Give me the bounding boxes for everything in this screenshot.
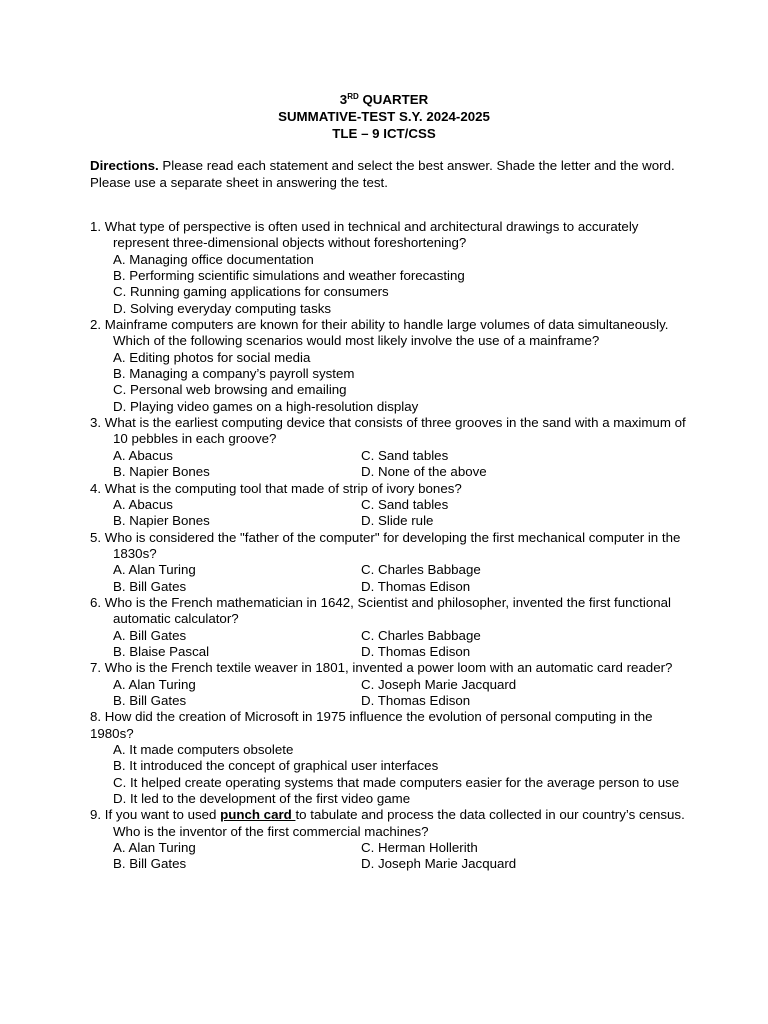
option: D. Joseph Marie Jacquard [361,856,517,872]
question-9 [90,807,704,872]
question-7 [90,660,690,709]
option-row [90,497,690,513]
question-stem: 7. Who is the French textile weaver in 1801, invented a power loom with an automatic card reader? [90,660,673,676]
option: B. Blaise Pascal [113,643,210,659]
option: C. Charles Babbage [361,562,481,578]
question-stem: 8. How did the creation of Microsoft in 1975 influence the evolution of personal computing in the 1980s? [90,709,653,741]
option: C. Personal web browsing and emailing [113,382,347,398]
question-5 [90,530,690,595]
option-row [90,644,690,660]
option-row [90,579,690,595]
option: D. It led to the development of the first video game [113,791,411,807]
option: C. Joseph Marie Jacquard [361,676,517,692]
option: B. Napier Bones [113,464,210,480]
option: D. Playing video games on a high-resolution display [113,398,419,414]
directions-text: Please read each statement and select the best answer. Shade the letter and the word. Please use a separate sheet in answering the test. [90,158,675,190]
option-row [90,677,690,693]
option: D. Slide rule [361,513,434,529]
option-row [90,840,690,856]
question-8 [90,709,690,807]
option-row [90,513,690,529]
question-stem: 3. What is the earliest computing device that consists of three grooves in the sand with a maximum of 10 pebbles in each groove? [90,415,686,447]
option: D. Thomas Edison [361,578,471,594]
option-row [90,562,690,578]
option: A. Abacus [113,496,173,512]
test-title: SUMMATIVE-TEST S.Y. 2024-2025 [278,109,490,124]
question-stem: 6. Who is the French mathematician in 1642, Scientist and philosopher, invented the first functional automatic calculator? [90,594,671,627]
option: A. Managing office documentation [113,251,314,267]
option: C. Herman Hollerith [361,840,478,856]
quarter-line: 3RD QUARTER [339,92,429,107]
option: D. Solving everyday computing tasks [113,300,332,316]
directions-label: Directions. [90,158,159,173]
question-4 [90,481,690,530]
option: C. Sand tables [361,447,449,463]
option: B. It introduced the concept of graphical user interfaces [113,758,439,774]
question-6 [90,595,690,660]
option-row [90,448,690,464]
option-row [90,628,690,644]
option: B. Performing scientific simulations and weather forecasting [113,268,465,284]
option: D. Thomas Edison [361,643,471,659]
option: B. Bill Gates [113,856,187,872]
option: A. Alan Turing [113,840,196,856]
option: C. Running gaming applications for consumers [113,284,389,300]
subject-title: TLE – 9 ICT/CSS [332,126,436,141]
option-row [90,856,690,872]
question-stem: 1. What type of perspective is often used in technical and architectural drawings to accurately represent three-dimensional objects without foreshortening? [90,219,639,251]
directions [90,158,690,191]
option: D. Thomas Edison [361,692,471,708]
test-header [0,91,768,142]
question-1 [90,219,690,317]
option: C. Sand tables [361,496,449,512]
option: D. None of the above [361,464,487,480]
option: A. Abacus [113,447,173,463]
option-row [90,464,690,480]
quarter-superscript: RD [347,92,359,101]
question-list [90,219,704,873]
option: A. Bill Gates [113,627,187,643]
option: B. Bill Gates [113,578,187,594]
question-stem: 9. If you want to used punch card to tabulate and process the data collected in our country’s census. Who is the inventor of the first commercial machines? [90,807,704,839]
question-stem: 4. What is the computing tool that made of strip of ivory bones? [90,480,462,496]
emphasized-term: punch card [220,807,296,823]
question-2 [90,317,690,415]
question-3 [90,415,690,480]
question-stem: 2. Mainframe computers are known for their ability to handle large volumes of data simultaneously. Which of the following scenarios would most likely involve the use of a mainframe? [90,317,669,349]
option: B. Managing a company’s payroll system [113,366,355,382]
option: B. Napier Bones [113,513,210,529]
option: A. It made computers obsolete [113,742,294,757]
option: C. Charles Babbage [361,627,481,643]
option: C. It helped create operating systems that made computers easier for the average person to use [113,774,680,790]
option: A. Alan Turing [113,562,196,578]
option: B. Bill Gates [113,692,187,708]
option: A. Editing photos for social media [113,349,311,365]
option: A. Alan Turing [113,676,196,692]
option-row [90,693,690,709]
question-stem: 5. Who is considered the "father of the computer" for developing the first mechanical computer in the 1830s? [90,529,681,561]
